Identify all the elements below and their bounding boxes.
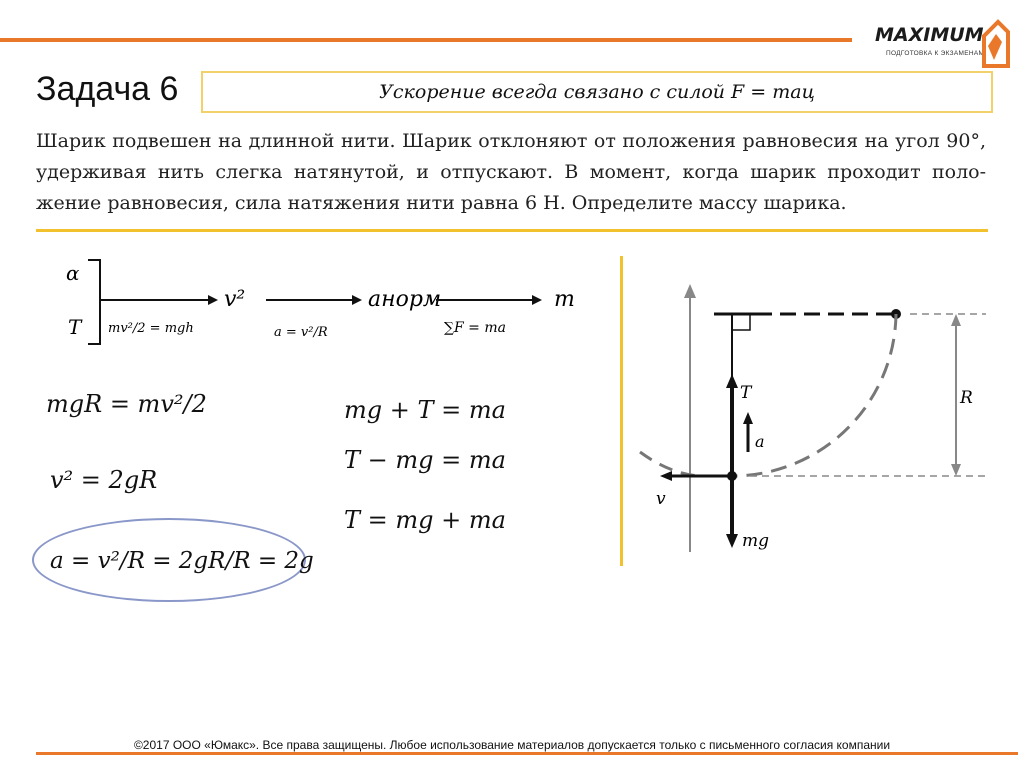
- brand-logo-icon: [978, 16, 1010, 68]
- problem-statement: Шарик подвешен на длинной нити. Шарик отклоняют от положения равновесия на угол 90°, удерживая нить слегка натянутой, и отпускают. В момент, когда шарик проходит положение равновесия, сила натяжения нити равна 6 Н. Определите массу шарика.: [36, 130, 986, 214]
- gravity-arrowhead: [726, 534, 738, 548]
- eq-newton-vector: mg + T = ma: [344, 396, 506, 424]
- scheme-eq1: mv²/2 = mgh: [108, 321, 194, 336]
- divider-vertical: [620, 256, 623, 566]
- scheme-eq2: a = v²/R: [274, 325, 328, 340]
- label-T: T: [740, 383, 752, 403]
- axis-arrowhead: [684, 284, 696, 298]
- label-v: v: [656, 489, 666, 509]
- scheme-eq3: ∑F = ma: [444, 320, 506, 336]
- scheme-alpha: α: [66, 261, 80, 285]
- scheme-a-norm: aнорм: [368, 287, 442, 312]
- scheme-m: m: [554, 287, 575, 312]
- eq-v-squared: v² = 2gR: [50, 466, 158, 494]
- label-mg: mg: [742, 531, 770, 551]
- scheme-bracket: [88, 260, 100, 344]
- r-arrow-up: [951, 314, 961, 326]
- task-title: Задача 6: [36, 70, 179, 108]
- separator-line: [36, 229, 988, 232]
- scheme-arrowhead-3: [532, 295, 542, 305]
- scheme-T: T: [68, 315, 82, 339]
- label-a: a: [755, 432, 765, 451]
- eq-energy: mgR = mv²/2: [46, 390, 207, 418]
- r-arrow-down: [951, 464, 961, 476]
- label-R: R: [960, 388, 973, 408]
- header-accent-bar: [0, 38, 852, 42]
- pendulum-diagram: [630, 276, 1010, 566]
- scheme-arrowhead-1: [208, 295, 218, 305]
- scheme-v2: v²: [224, 287, 246, 312]
- right-angle-mark: [732, 314, 750, 330]
- scheme-arrowhead-2: [352, 295, 362, 305]
- solution-scheme: [36, 250, 596, 360]
- footer-copyright: ©2017 ООО «Юмакс». Все права защищены. Любое использование материалов допускается только с письменного согласия компании: [133, 738, 891, 752]
- eq-acceleration: a = v²/R = 2gR/R = 2g: [50, 548, 314, 574]
- motto-box: [201, 71, 993, 113]
- eq-newton-projection: T − mg = ma: [344, 446, 506, 474]
- brand-tagline: ПОДГОТОВКА К ЭКЗАМЕНАМ: [886, 50, 985, 57]
- acceleration-arrowhead: [743, 412, 753, 424]
- brand-logo-text: MAXIMUM: [875, 24, 984, 46]
- velocity-arrowhead: [660, 471, 672, 481]
- eq-tension: T = mg + ma: [344, 506, 506, 534]
- footer-accent-bar: [36, 752, 1018, 755]
- tension-arrowhead: [726, 374, 738, 388]
- ball-equilibrium: [727, 471, 737, 481]
- trajectory-arc: [732, 314, 896, 476]
- motto-text: Ускорение всегда связано с силой F = maц: [379, 81, 815, 103]
